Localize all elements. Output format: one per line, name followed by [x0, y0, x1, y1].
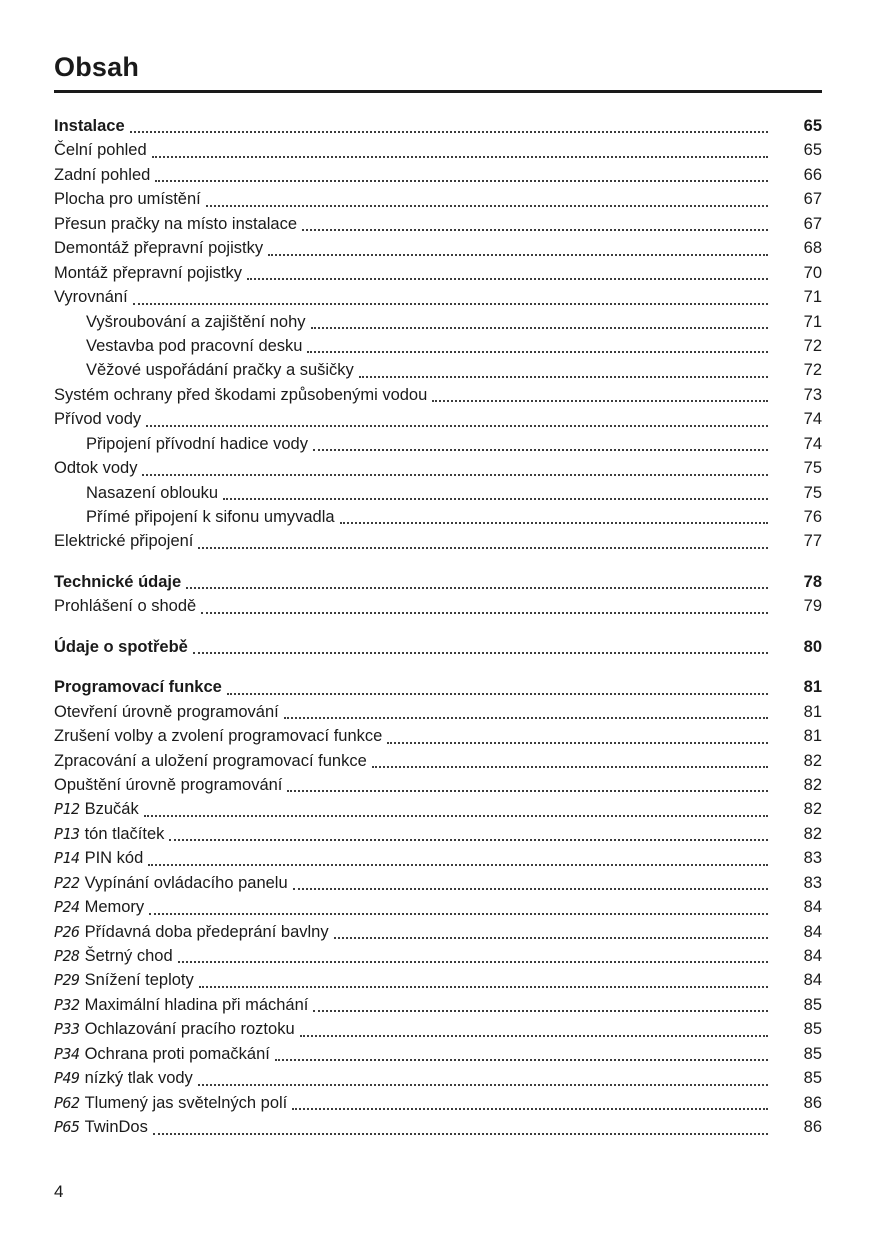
toc-entry: [54, 212, 822, 236]
dot-leader: [340, 505, 768, 524]
toc-entry-text: TwinDos: [84, 1118, 148, 1137]
toc-entry-text: Věžové uspořádání pračky a sušičky: [86, 361, 354, 380]
dot-leader: [186, 570, 768, 589]
toc-entry-label: [54, 261, 242, 285]
toc-entry-label: [54, 700, 279, 724]
dot-leader: [359, 358, 768, 377]
toc-entry-text: Elektrické připojení: [54, 532, 194, 551]
toc-entry-page: 73: [803, 385, 822, 404]
toc-entry-text: Maximální hladina při máchání: [84, 995, 309, 1014]
toc-entry: [54, 1115, 822, 1139]
toc-entry-label: [54, 1091, 287, 1115]
toc-entry-label: [54, 310, 306, 334]
dot-leader: [198, 529, 768, 548]
toc-entry-label: [54, 968, 194, 992]
toc-entry: [54, 529, 822, 553]
toc-entry-page: 85: [803, 1044, 822, 1063]
program-code: P14: [54, 849, 80, 868]
toc-entry: [54, 1091, 822, 1115]
program-code: P34: [54, 1044, 80, 1063]
toc-entry: [54, 968, 822, 992]
page-header: [54, 50, 822, 93]
toc-entry-label: [54, 138, 147, 162]
toc-entry-page: 82: [803, 751, 822, 770]
dot-leader: [144, 797, 768, 816]
toc-entry-text: Memory: [84, 898, 145, 917]
toc-entry-page: 81: [803, 702, 822, 721]
toc-entry-text: Vyšroubování a zajištění nohy: [86, 312, 306, 331]
toc-entry-page: 86: [803, 1118, 822, 1137]
program-code: P26: [54, 922, 80, 941]
dot-leader: [275, 1042, 768, 1061]
toc-entry-label: [54, 529, 193, 553]
toc-entry-text: Přímé připojení k sifonu umyvadla: [86, 508, 335, 526]
toc-entry: [54, 822, 822, 846]
toc-entry-label: [54, 163, 150, 187]
toc-entry-page: 84: [803, 898, 822, 917]
toc-entry-label: [54, 187, 201, 211]
page-title: Obsah: [54, 52, 140, 82]
program-code: P24: [54, 898, 80, 917]
dot-leader: [387, 724, 768, 743]
toc-entry-text: Ochrana proti pomačkání: [84, 1044, 270, 1063]
toc-entry-page: 75: [803, 483, 822, 502]
dot-leader: [292, 1091, 768, 1110]
toc-entry-page: 81: [803, 678, 822, 697]
dot-leader: [149, 895, 768, 914]
dot-leader: [300, 1017, 768, 1036]
dot-leader: [227, 675, 768, 694]
toc-entry: [54, 358, 822, 382]
toc-entry: [54, 675, 822, 699]
toc-entry-text: Bzučák: [84, 800, 139, 819]
toc-entry-label: [54, 285, 128, 309]
toc-entry-page: 70: [803, 263, 822, 282]
toc-entry-label: [54, 358, 354, 382]
toc-entry-text: Přívod vody: [54, 410, 142, 429]
toc-entry-page: 71: [803, 288, 822, 307]
toc-entry: [54, 895, 822, 919]
toc-entry: [54, 334, 822, 358]
toc-entry-label: [54, 456, 137, 480]
toc-entry-label: [54, 724, 382, 748]
program-code: P12: [54, 800, 80, 819]
toc-entry-page: 75: [803, 459, 822, 478]
toc-entry-text: Odtok vody: [54, 459, 138, 478]
toc-entry: [54, 138, 822, 162]
dot-leader: [287, 773, 768, 792]
dot-leader: [268, 236, 768, 255]
dot-leader: [133, 285, 768, 304]
toc-entry-text: Přídavná doba předeprání bavlny: [84, 922, 329, 941]
toc-entry-page: 81: [803, 727, 822, 746]
toc-entry-page: 82: [803, 824, 822, 843]
dot-leader: [206, 187, 768, 206]
toc-entry: [54, 749, 822, 773]
toc-entry-page: 80: [803, 637, 822, 656]
toc-entry-text: Nasazení oblouku: [86, 483, 219, 502]
toc-entry: [54, 310, 822, 334]
toc-entry-page: 83: [803, 873, 822, 892]
toc-entry-page: 67: [803, 190, 822, 209]
dot-leader: [372, 749, 768, 768]
toc-entry: [54, 920, 822, 944]
toc-entry-text: Vestavba pod pracovní desku: [86, 336, 303, 355]
toc-entry-label: [54, 749, 367, 773]
dot-leader: [198, 1066, 768, 1085]
toc-entry: [54, 1066, 822, 1090]
toc-entry-page: 82: [803, 775, 822, 794]
toc-entry: [54, 846, 822, 870]
program-code: P28: [54, 947, 80, 965]
toc-entry-label: [54, 236, 263, 260]
toc-entry-text: Tlumený jas světelných polí: [84, 1093, 288, 1112]
dot-leader: [223, 481, 768, 500]
toc-entry-text: tón tlačítek: [84, 824, 165, 843]
toc-entry-label: [54, 383, 427, 407]
dot-leader: [155, 163, 768, 182]
program-code: P65: [54, 1118, 80, 1137]
dot-leader: [247, 261, 768, 280]
dot-leader: [302, 212, 768, 231]
toc-entry-text: Vyrovnání: [54, 288, 128, 307]
dot-leader: [432, 383, 768, 402]
toc-entry-text: nízký tlak vody: [84, 1069, 193, 1088]
program-code: P32: [54, 995, 80, 1014]
toc-entry-text: Zrušení volby a zvolení programovací funkce: [54, 727, 383, 746]
toc-entry-text: Systém ochrany před škodami způsobenými vodou: [54, 385, 428, 404]
toc-entry-text: Vypínání ovládacího panelu: [84, 873, 288, 892]
toc-entry-text: Opuštění úrovně programování: [54, 775, 283, 794]
toc-entry: [54, 187, 822, 211]
program-code: P49: [54, 1069, 80, 1088]
toc-entry-page: 84: [803, 947, 822, 965]
toc-entry-page: 65: [803, 141, 822, 160]
toc-entry-page: 85: [803, 1069, 822, 1088]
toc-entry: [54, 114, 822, 138]
toc-entry: [54, 773, 822, 797]
dot-leader: [311, 310, 768, 329]
toc-entry-label: [54, 920, 329, 944]
toc-entry: [54, 383, 822, 407]
toc-entry: [54, 432, 822, 456]
toc-entry-label: [54, 114, 125, 138]
toc-entry-page: 72: [803, 336, 822, 355]
toc-entry-page: 84: [803, 922, 822, 941]
toc-entry-label: [54, 1017, 295, 1041]
dot-leader: [313, 993, 768, 1012]
dot-leader: [152, 138, 768, 157]
toc-entry: [54, 236, 822, 260]
toc-entry: [54, 1017, 822, 1041]
toc-entry: [54, 163, 822, 187]
dot-leader: [307, 334, 768, 353]
dot-leader: [334, 920, 768, 939]
toc-entry-text: Zadní pohled: [54, 165, 151, 184]
program-code: P13: [54, 824, 80, 843]
dot-leader: [142, 456, 768, 475]
toc-entry-text: PIN kód: [84, 849, 144, 868]
dot-leader: [201, 594, 768, 613]
footer-page-number: 4: [54, 1182, 64, 1201]
dot-leader: [293, 871, 768, 890]
toc-entry: [54, 797, 822, 821]
toc-entry-page: 65: [803, 117, 822, 135]
toc-entry: [54, 505, 822, 529]
toc-entry-label: [54, 594, 196, 618]
toc-entry: [54, 407, 822, 431]
toc-entry: [54, 635, 822, 659]
toc-entry-label: [54, 822, 164, 846]
toc-entry-text: Prohlášení o shodě: [54, 597, 197, 616]
program-code: P62: [54, 1093, 80, 1112]
toc-entry: [54, 1042, 822, 1066]
toc-entry: [54, 456, 822, 480]
table-of-contents: [54, 114, 822, 1140]
toc-entry-text: Otevření úrovně programování: [54, 702, 279, 721]
toc-entry-page: 85: [803, 995, 822, 1014]
dot-leader: [178, 944, 768, 963]
title-rule: [54, 90, 822, 93]
toc-entry-page: 74: [803, 434, 822, 453]
toc-entry: [54, 944, 822, 968]
toc-entry-label: [54, 1066, 193, 1090]
toc-entry-label: [54, 675, 222, 699]
toc-entry-page: 82: [803, 800, 822, 819]
toc-entry-text: Ochlazování pracího roztoku: [84, 1020, 295, 1039]
toc-entry-text: Zpracování a uložení programovací funkce: [54, 751, 367, 770]
toc-entry-page: 84: [803, 971, 822, 990]
toc-entry-label: [54, 993, 308, 1017]
dot-leader: [199, 968, 768, 987]
dot-leader: [130, 114, 768, 133]
toc-entry-page: 83: [803, 849, 822, 868]
toc-entry-label: [54, 432, 308, 456]
dot-leader: [148, 846, 768, 865]
toc-entry-text: Instalace: [54, 117, 125, 135]
toc-entry-text: Údaje o spotřebě: [54, 637, 188, 656]
toc-entry-page: 78: [803, 572, 822, 591]
program-code: P22: [54, 873, 80, 892]
toc-entry: [54, 594, 822, 618]
toc-entry-page: 85: [803, 1020, 822, 1039]
toc-entry: [54, 871, 822, 895]
toc-entry-page: 86: [803, 1093, 822, 1112]
toc-entry-text: Technické údaje: [54, 572, 182, 591]
dot-leader: [146, 407, 768, 426]
toc-entry-label: [54, 407, 141, 431]
dot-leader: [193, 635, 768, 654]
toc-entry-text: Přesun pračky na místo instalace: [54, 214, 298, 233]
toc-entry-text: Čelní pohled: [54, 141, 147, 160]
toc-entry-label: [54, 944, 173, 968]
toc-entry-label: [54, 334, 302, 358]
toc-entry-text: Snížení teploty: [84, 971, 194, 990]
toc-entry-label: [54, 895, 144, 919]
toc-entry-page: 77: [803, 532, 822, 551]
toc-entry-label: [54, 846, 143, 870]
toc-entry-label: [54, 1042, 270, 1066]
toc-entry-label: [54, 871, 288, 895]
toc-entry-text: Šetrný chod: [84, 947, 173, 965]
toc-entry: [54, 724, 822, 748]
dot-leader: [169, 822, 768, 841]
toc-entry-text: Montáž přepravní pojistky: [54, 263, 243, 282]
toc-entry-page: 79: [803, 597, 822, 616]
toc-entry-label: [54, 797, 139, 821]
dot-leader: [313, 432, 768, 451]
toc-entry: [54, 261, 822, 285]
toc-entry-page: 68: [803, 239, 822, 258]
dot-leader: [153, 1115, 768, 1134]
toc-entry-label: [54, 505, 335, 529]
toc-entry-page: 66: [803, 165, 822, 184]
toc-entry-label: [54, 570, 181, 594]
toc-entry-page: 71: [803, 312, 822, 331]
toc-entry-label: [54, 1115, 148, 1139]
toc-entry-page: 67: [803, 214, 822, 233]
program-code: P29: [54, 971, 80, 990]
toc-entry-label: [54, 212, 297, 236]
toc-entry-text: Připojení přívodní hadice vody: [86, 434, 308, 453]
dot-leader: [284, 700, 768, 719]
toc-entry: [54, 700, 822, 724]
toc-entry-page: 72: [803, 361, 822, 380]
toc-entry: [54, 570, 822, 594]
toc-entry-text: Programovací funkce: [54, 678, 222, 697]
toc-entry-label: [54, 773, 282, 797]
toc-entry: [54, 993, 822, 1017]
toc-entry: [54, 285, 822, 309]
toc-entry-label: [54, 635, 188, 659]
toc-entry-text: Demontáž přepravní pojistky: [54, 239, 264, 258]
toc-entry-page: 74: [803, 410, 822, 429]
toc-entry-label: [54, 481, 218, 505]
toc-entry: [54, 481, 822, 505]
toc-entry-page: 76: [803, 508, 822, 526]
toc-entry-text: Plocha pro umístění: [54, 190, 201, 209]
program-code: P33: [54, 1020, 80, 1039]
